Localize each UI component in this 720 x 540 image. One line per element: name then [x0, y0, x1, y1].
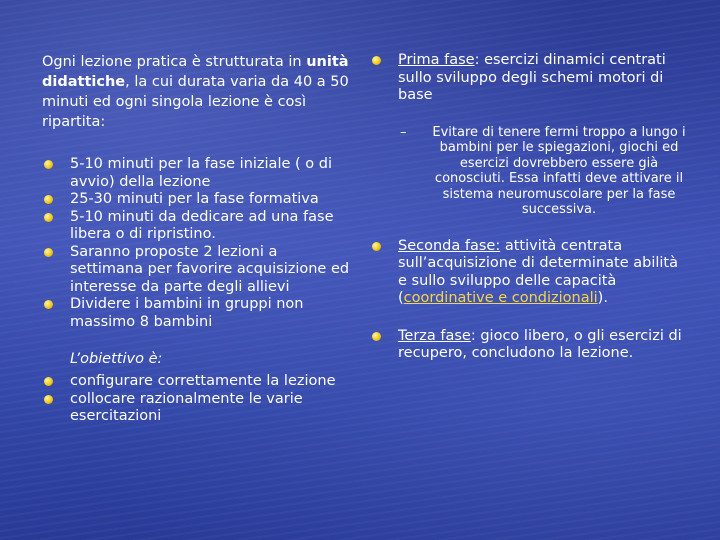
left-column: [42, 52, 352, 426]
phase-2-item: [370, 238, 690, 308]
bullet-icon: [44, 195, 53, 204]
phase-2-text: attività centrata sull’acquisizione di determinate abilità e sullo sviluppo delle capacità (: [398, 237, 678, 306]
lesson-breakdown-list: [42, 156, 352, 331]
sub-list-item: [400, 125, 690, 218]
right-column: [370, 52, 690, 363]
intro-bold-text: unità didattiche: [42, 54, 349, 90]
intro-text-1: Ogni lezione pratica è strutturata in: [42, 54, 302, 70]
bullet-icon: [44, 160, 53, 169]
phase-1-item: [370, 52, 690, 105]
phase-3-item: [370, 328, 690, 363]
bullet-icon: [44, 248, 53, 257]
list-item: [42, 191, 352, 209]
objective-heading: L’obiettivo è:: [70, 351, 163, 367]
list-item-text: 5-10 minuti per la fase iniziale ( o di avvio) della lezione: [70, 156, 332, 190]
bullet-icon: [372, 56, 381, 65]
phases-list: [370, 52, 690, 105]
phase-1-sublist: [370, 125, 690, 218]
phase-3-list: [370, 328, 690, 363]
list-item: [42, 244, 352, 297]
phase-2-link[interactable]: coordinative e condizionali: [403, 290, 598, 306]
bullet-icon: [372, 242, 381, 251]
bullet-icon: [44, 377, 53, 386]
list-item: [42, 156, 352, 191]
dash-marker: –: [400, 124, 407, 140]
list-item-text: Dividere i bambini in gruppi non massimo 8 bambini: [70, 296, 304, 330]
list-item-text: configurare correttamente la lezione: [70, 373, 336, 389]
list-item: [42, 296, 352, 331]
bullet-icon: [44, 213, 53, 222]
list-item-text: Saranno proposte 2 lezioni a settimana per favorire acquisizione ed interesse da parte degli allievi: [70, 243, 350, 295]
intro-paragraph: [42, 52, 352, 132]
list-item-text: collocare razionalmente le varie esercitazioni: [70, 390, 303, 424]
intro-text-2: , la cui durata varia da 40 a 50 minuti ed ogni singola lezione è così ripartita:: [42, 74, 349, 130]
phase-3-text: : gioco libero, o gli esercizi di recupero, concludono la lezione.: [398, 327, 682, 361]
list-item-text: 25-30 minuti per la fase formativa: [70, 191, 319, 207]
bullet-icon: [372, 332, 381, 341]
phase-3-label: Terza fase: [398, 327, 471, 344]
phase-2-end: ).: [597, 290, 608, 306]
phase-1-subtext: Evitare di tenere fermi troppo a lungo i bambini per le spiegazioni, giochi ed esercizi dovrebbero essere già conosciuti. Essa infatti deve attivare il sistema neuromuscolare per la fase successiva.: [432, 124, 686, 217]
phase-2-label: Seconda fase:: [398, 237, 501, 254]
phase-2-list: [370, 238, 690, 308]
list-item-text: 5-10 minuti da dedicare ad una fase libera o di ripristino.: [70, 208, 334, 242]
bullet-icon: [44, 300, 53, 309]
bullet-icon: [44, 395, 53, 404]
phase-1-label: Prima fase: [398, 52, 475, 68]
objectives-list: [42, 373, 352, 426]
list-item: [42, 391, 352, 426]
phase-1-text: : esercizi dinamici centrati sullo sviluppo degli schemi motori di base: [398, 52, 666, 103]
list-item: [42, 209, 352, 244]
list-item: [42, 373, 352, 391]
